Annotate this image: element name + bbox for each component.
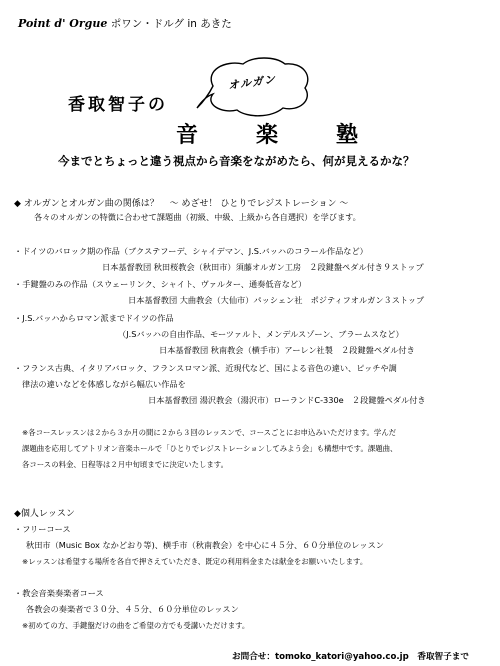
section1-heading-prefix: ◆ オルガンとオルガン曲の関係は？ bbox=[14, 199, 159, 209]
course-4-works-detail: 律法の違いなどを体感しながら幅広い作品を bbox=[22, 379, 186, 389]
brand-line bbox=[18, 16, 232, 31]
course-4-works: ・フランス古典、イタリアバロック、フランスロマン派、近現代など、国による音色の違い、ピッチや調 bbox=[14, 363, 397, 373]
section1-description: 各々のオルガンの特徴に合わせて課題曲（初級、中級、上級から各自選択）を学びます。 bbox=[34, 212, 361, 222]
free-course-title: ・フリーコース bbox=[14, 524, 71, 534]
point-dorgue-logo: Point d' Orgue bbox=[18, 17, 108, 30]
free-course-note: ※レッスンは希望する場所を各自で押さえていただき、既定の利用料金または献金をお願いいたします。 bbox=[22, 557, 368, 566]
player-course-title: ・教会音楽奏楽者コース bbox=[14, 588, 104, 598]
main-title: 音楽塾 bbox=[176, 123, 417, 148]
bubble-label: オルガン bbox=[227, 72, 277, 93]
free-course-line: 秋田市（Music Box なかどおり等)、横手市（秋南教会）を中心に４５分、６０分単位のレッスン bbox=[26, 540, 384, 550]
brand-text: ポワン・ドルグ in あきた bbox=[110, 18, 232, 30]
course-1-venue: 日本基督教団 秋田桜教会（秋田市）須藤オルガン工房 ２段鍵盤ペダル付き９ストップ bbox=[102, 262, 424, 272]
section1-note-line-3: 各コースの料金、日程等は２月中旬頃までに決定いたします。 bbox=[22, 460, 228, 469]
course-3-venue: 日本基督教団 秋南教会（横手市）アーレン社製 ２段鍵盤ペダル付き bbox=[159, 345, 415, 355]
section1-note-line-2: 課題曲を応用してアトリオン音楽ホールで「ひとりでレジストレーションしてみよう会」も構想中です。課題曲、 bbox=[22, 444, 398, 453]
teacher-name: 香取智子の bbox=[68, 95, 168, 115]
course-3-works-detail: （J.Sバッハの自由作品、モーツァルト、メンデルスゾーン、ブラームスなど） bbox=[118, 329, 404, 339]
player-course-note: ※初めての方、手鍵盤だけの曲をご希望の方でも受講いただけます。 bbox=[22, 621, 250, 630]
tagline: 今までとちょっと違う視点から音楽をながめたら、何が見えるかな？ bbox=[58, 154, 415, 168]
course-3-works: ・J.S.バッハからロマン派までドイツの作品 bbox=[14, 313, 174, 323]
course-2-venue: 日本基督教団 大曲教会（大仙市）パッシェン社 ポジティフオルガン３ストップ bbox=[128, 295, 425, 305]
course-1-works: ・ドイツのバロック期の作品（ブクステフーデ、シャイデマン、J.S.バッハのコラール作品など） bbox=[14, 246, 368, 256]
section1-note-line-1: ※各コースレッスンは２から３か月の間に２から３回のレッスンで、コースごとにお申込みいただけます。学んだ bbox=[22, 428, 397, 437]
section2-heading: ◆個人レッスン bbox=[14, 509, 75, 519]
contact-line: お問合せ：tomoko_katori@yahoo.co.jp 香取智子まで bbox=[232, 652, 469, 662]
course-4-venue: 日本基督教団 湯沢教会（湯沢市）ローランドC-330e ２段鍵盤ペダル付き bbox=[148, 395, 426, 405]
course-2-works: ・手鍵盤のみの作品（スウェーリンク、シャイト、ヴァルター、通奏低音など） bbox=[14, 279, 307, 289]
section1-heading bbox=[14, 196, 348, 209]
section1-heading-subtitle: 〜 めざせ！ ひとりでレジストレーション 〜 bbox=[169, 199, 349, 209]
player-course-line: 各教会の奏楽者で３０分、４５分、６０分単位のレッスン bbox=[26, 604, 239, 614]
